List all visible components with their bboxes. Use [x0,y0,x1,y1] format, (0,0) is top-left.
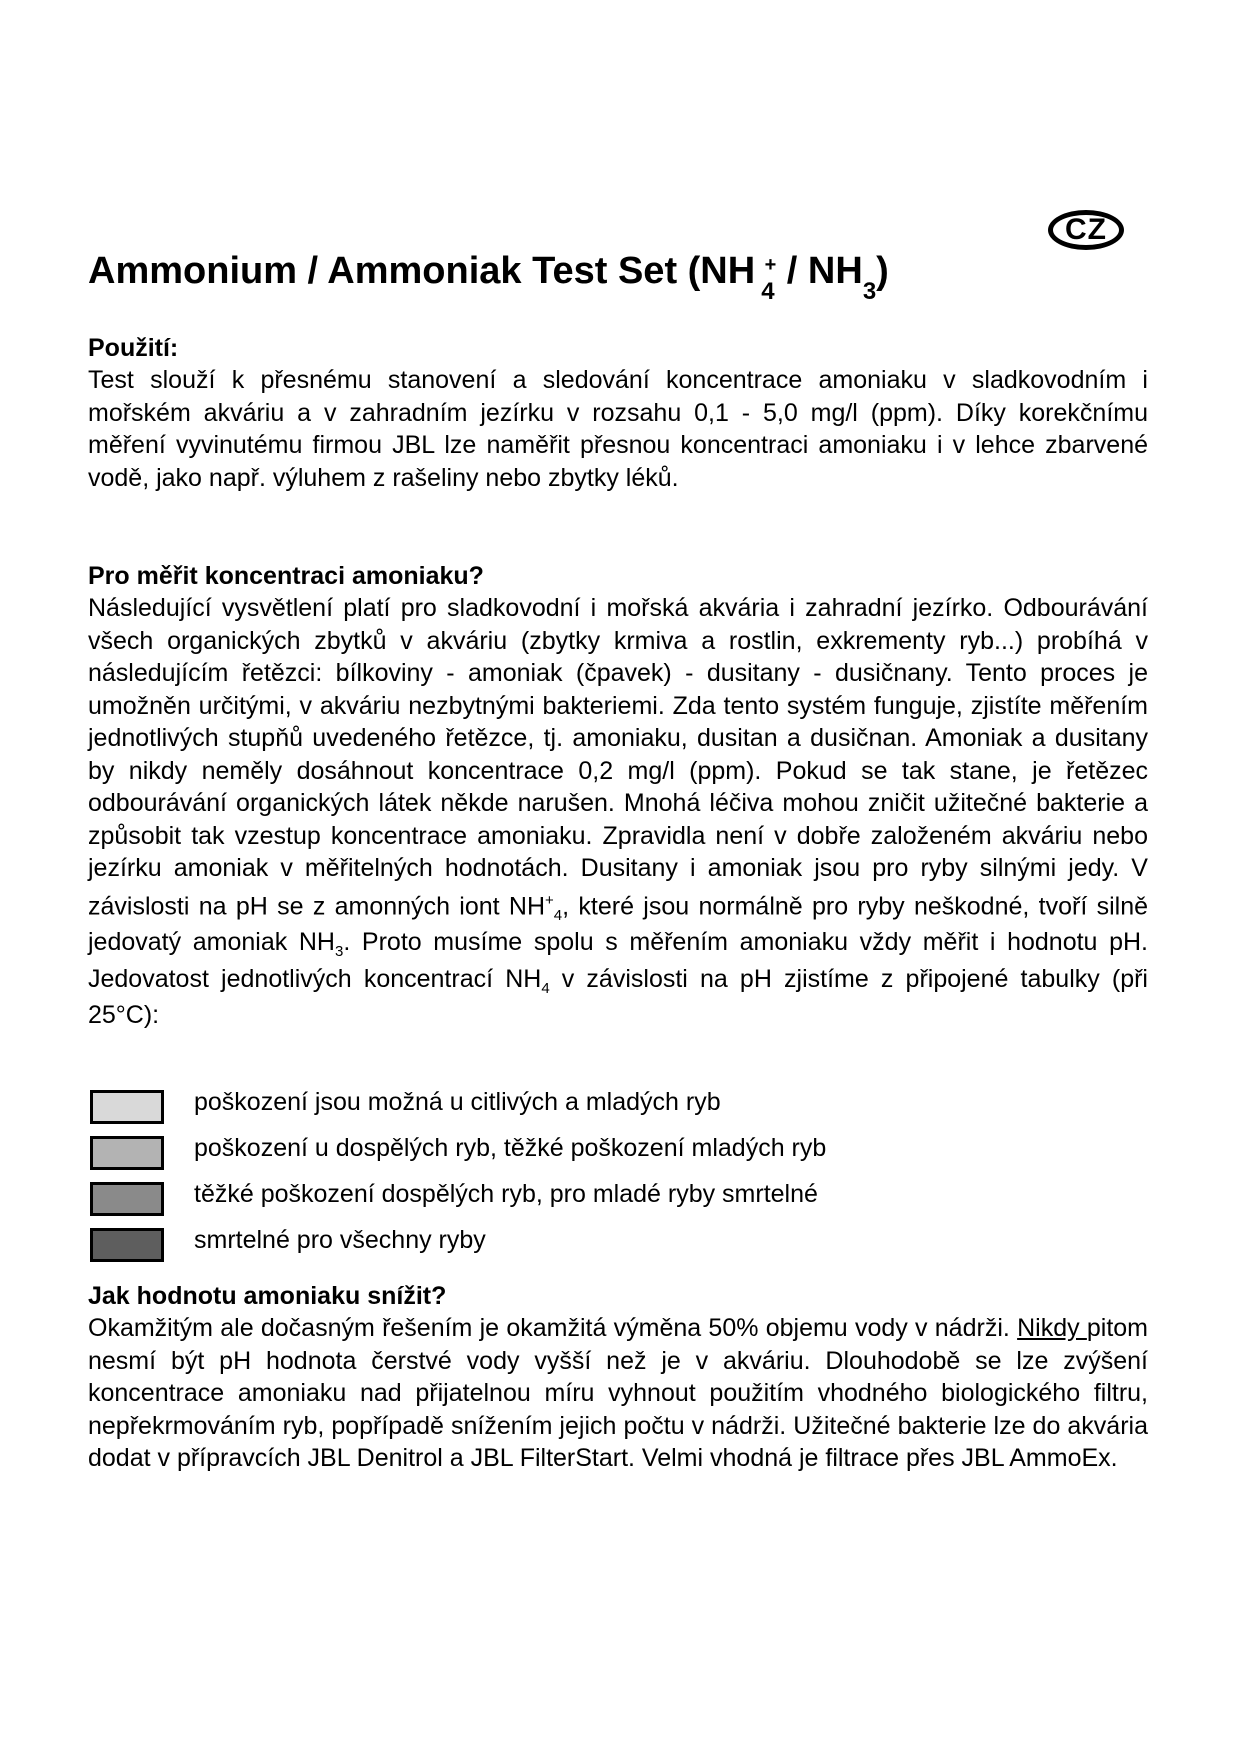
section-usage-heading: Použití: [88,334,179,362]
country-badge: CZ [1048,210,1124,250]
section-usage-text: Test slouží k přesnému stanovení a sledování koncentrace amoniaku v sladkovodním i mořském akváriu a v zahradním jezírku v rozsahu 0,1 - 5,0 mg/l (ppm). Díky korekčnímu měření vyvinutému firmou JBL lze naměřit přesnou koncentraci amoniaku i v lehce zbarvené vodě, jako např. výluhem z rašeliny nebo zbytky léků. [88,366,1148,492]
legend-swatch [90,1182,164,1216]
legend-swatch [90,1228,164,1262]
legend-swatch [90,1136,164,1170]
legend-label: poškození jsou možná u citlivých a mladých ryb [194,1088,721,1116]
section-why-text: Následující vysvětlení platí pro sladkovodní i mořská akvária i zahradní jezírko. Odbourávání všech organických zbytků v akváriu (zbytky krmiva a rostlin, exkrementy ryb...) probíhá v následujícím řetězci: bílkoviny - amoniak (čpavek) - dusitany - dusičnany. Tento proces je umožněn určitými, v akváriu nezbytnými bakteriemi. Zda tento systém funguje, zjistíte měřením jednotlivých stupňů uvedeného řetězce, tj. amoniaku, dusitan a dusičnan. Amoniak a dusitany by nikdy neměly dosáhnout koncentrace 0,2 mg/l (ppm). Pokud se tak stane, je řetězec odbourávání organických látek někde narušen. Mnohá léčiva mohou zničit užitečné bakterie a způsobit tak vzestup koncentrace amoniaku. Zpravidla není v dobře založeném akváriu nebo jezírku amoniak v měřitelných hodnotách. Dusitany i amoniak jsou pro ryby silnými jedy. V závislosti na pH se z amonných iont $NH^+_4$, které jsou normálně pro ryby neškodné, tvoří silně jedovatý amoniak $NH_3$. Proto musíme spolu s měřením amoniaku vždy měřit i hodnotu pH. Jedovatost jednotlivých koncentrací $NH_4$ v závislosti na pH zjistíme z připojené tabulky (při 25°C): [88,594,1149,1030]
page-title: Ammonium / Ammoniak Test Set (NH $_4^+ / NH_3$) [88,250,889,305]
section-reduce-heading: Jak hodnotu amoniaku snížit? [88,1282,447,1310]
section-usage [88,332,1148,494]
legend-swatch [90,1090,164,1124]
section-why [88,560,1148,1032]
section-reduce [88,1280,1148,1475]
section-why-heading: Pro měřit koncentraci amoniaku? [88,562,484,590]
legend-label: smrtelné pro všechny ryby [194,1226,486,1254]
legend-label: poškození u dospělých ryb, těžké poškození mladých ryb [194,1134,827,1162]
legend-label: těžké poškození dospělých ryb, pro mladé ryby smrtelné [194,1180,818,1208]
section-reduce-text: Okamžitým ale dočasným řešením je okamžitá výměna 50% objemu vody v nádrži. Nikdy pitom nesmí být pH hodnota čerstvé vody vyšší než je v akváriu. Dlouhodobě se lze zvýšení koncentrace amoniaku nad přijatelnou míru vyhnout použitím vhodného biologického filtru, nepřekrmováním ryb, popřípadě snížením jejich počtu v nádrži. Užitečné bakterie lze do akvária dodat v přípravcích JBL Denitrol a JBL FilterStart. Velmi vhodná je filtrace přes JBL AmmoEx. [88,1314,1149,1472]
